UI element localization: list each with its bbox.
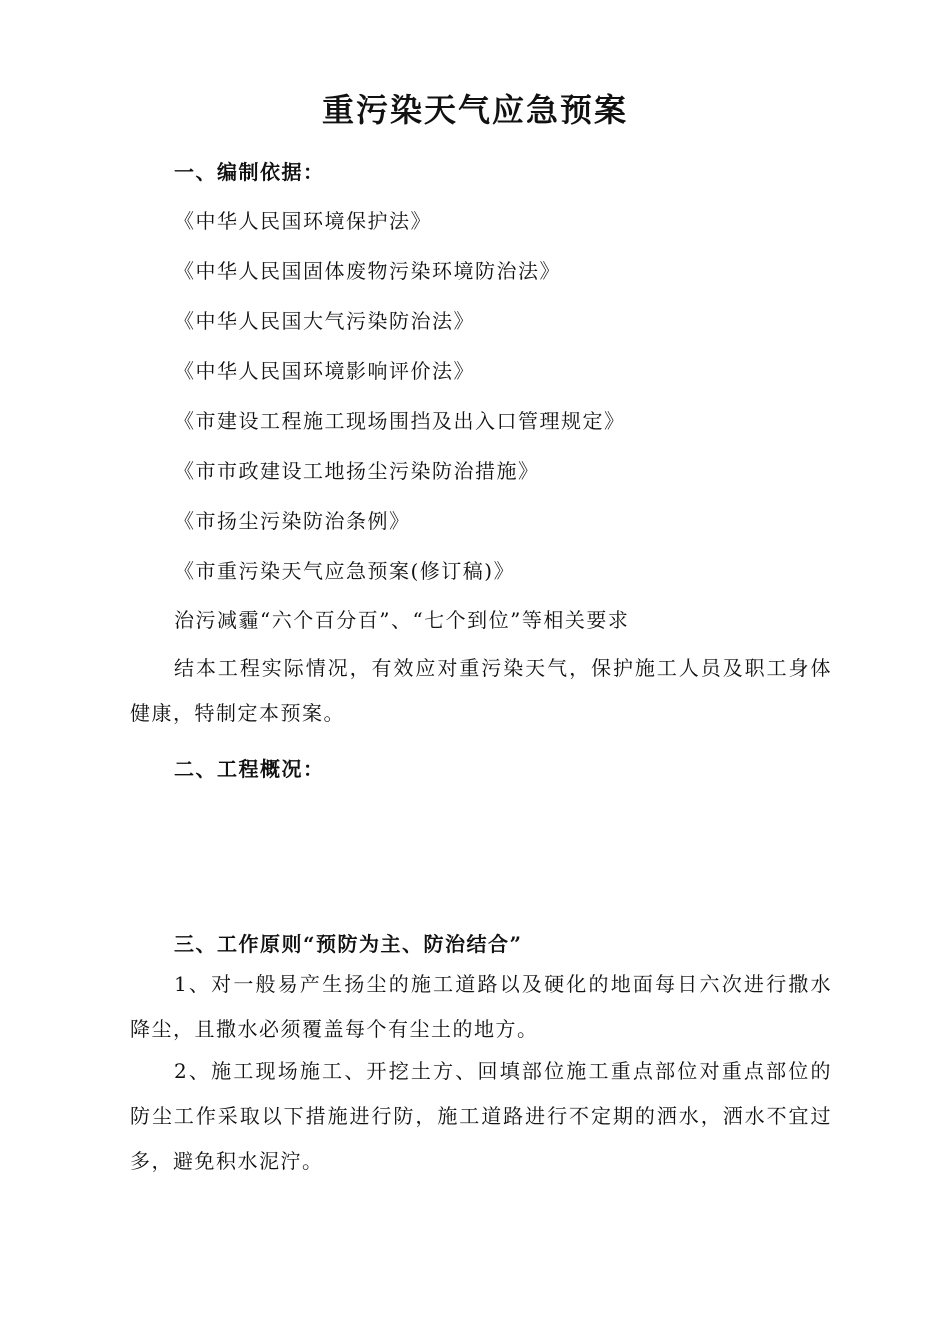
document-title: 重污染天气应急预案 bbox=[321, 91, 628, 129]
principle-paragraph-1: 1、对一般易产生扬尘的施工道路以及硬化的地面每日六次进行撒水降尘，且撒水必须覆盖每个有尘土的地方。 bbox=[130, 972, 832, 1041]
basis-paragraph: 结本工程实际情况，有效应对重污染天气，保护施工人员及职工身体健康，特制定本预案。 bbox=[130, 656, 832, 725]
law-item: 《中华人民国大气污染防治法》 bbox=[174, 309, 475, 333]
law-item: 《中华人民国环境影响评价法》 bbox=[174, 359, 475, 383]
law-item: 《中华人民国环境保护法》 bbox=[174, 209, 432, 233]
law-item: 《市重污染天气应急预案(修订稿)》 bbox=[174, 559, 516, 583]
section-heading-principle: 三、工作原则“预防为主、防治结合” bbox=[174, 932, 523, 956]
section-heading-overview: 二、工程概况： bbox=[174, 757, 325, 781]
law-item: 《市扬尘污染防治条例》 bbox=[174, 509, 411, 533]
section-heading-basis: 一、编制依据： bbox=[174, 160, 325, 184]
law-item: 《市建设工程施工现场围挡及出入口管理规定》 bbox=[174, 409, 626, 433]
law-item: 《市市政建设工地扬尘污染防治措施》 bbox=[174, 459, 540, 483]
principle-paragraph-2: 2、施工现场施工、开挖土方、回填部位施工重点部位对重点部位的防尘工作采取以下措施进行防，施工道路进行不定期的洒水，洒水不宜过多，避免积水泥泞。 bbox=[130, 1059, 832, 1173]
law-item: 《中华人民国固体废物污染环境防治法》 bbox=[174, 259, 561, 283]
requirements-item: 治污减霾“六个百分百”、“七个到位”等相关要求 bbox=[174, 608, 630, 632]
